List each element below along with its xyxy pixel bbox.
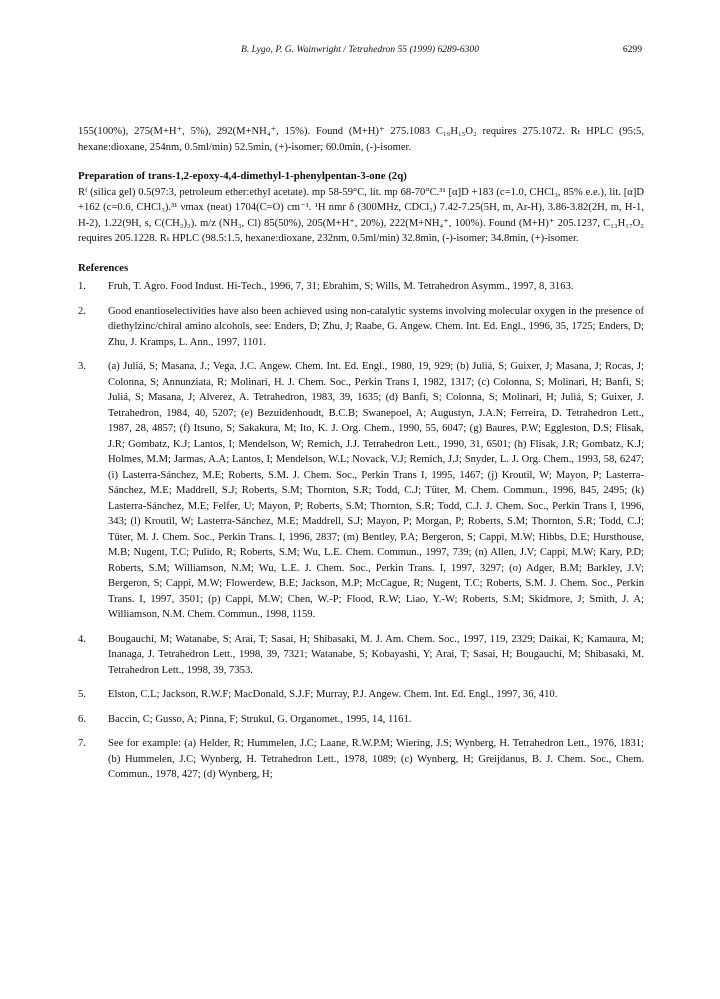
references-heading: References (78, 261, 129, 274)
reference-number: 4. (78, 633, 86, 645)
reference-item (78, 712, 644, 728)
reference-text: See for example: (a) Helder, R; Hummelen, J.C; Laane, R.W.P.M; Wiering, J.S; Wynberg, H. Tetrahedron Lett., 1976, 1831; (b) Hummelen, J.C; Wynberg, H. Tetrahedron Lett., 1978, 1089; (c) Wynberg, H; Greijdanus, B. J. Chem. Soc., Chem. Commun., 1978, 427; (d) Wynberg, H; (108, 738, 644, 780)
reference-text: Good enantioselectivities have also been achieved using non-catalytic systems involving molecular oxygen in the presence of diethylzinc/chiral amino alcohols, see: Enders, D; Zhu, J; Raabe, G. Angew. Chem. Int. Ed. Engl., 1996, 35, 1725; Enders, D; Zhu, J. Kramps, L. Ann., 1997, 1101. (108, 305, 644, 348)
preparation-text: Rᶠ (silica gel) 0.5(97:3, petroleum ether:ethyl acetate). mp 58-59°C, lit. mp 68-70°C.³¹ [α]D +183 (c=1.0, CHCl₃, 85% e.e.), lit. [α]D +162 (c=0.6, CHCl₃).³¹ νmax (neat) 1704(C=O) cm⁻¹. ¹H nmr δ (300MHz, CDCl₃) 7.42-7.25(5H, m, Ar-H), 3.86-3.82(2H, m, H-1, H-2), 1.22(9H, s, C(CH₃)₃). m/z (NH₃, Cl) 85(50%), 205(M+H⁺, 20%), 222(M+NH₄⁺, 100%). Found (M+H)⁺ 205.1237, C₁₃H₁₇O₂ requires 205.1228. Rₜ HPLC (98.5:1.5, hexane:dioxane, 232nm, 0.5ml/min) 32.8min, (-)-isomer; 34.8min, (+)-isomer. (78, 186, 644, 244)
reference-text: Fruh, T. Agro. Food Indust. Hi-Tech., 1996, 7, 31; Ebrahim, S; Wills, M. Tetrahedron Asymm., 1997, 8, 3163. (108, 281, 574, 292)
reference-item (78, 687, 644, 703)
running-title: B. Lygo, P. G. Wainwright / Tetrahedron 55 (1999) 6289-6300 (240, 44, 480, 55)
page-number: 6299 (622, 44, 642, 55)
reference-number: 7. (78, 738, 86, 749)
reference-text: Baccin, C; Gusso, A; Pinna, F; Strukul, G. Organomet., 1995, 14, 1161. (108, 713, 412, 725)
reference-item (78, 359, 644, 623)
reference-text: Bougauchi, M; Watanabe, S; Arai, T; Sasai, H; Shibasaki, M. J. Am. Chem. Soc., 1997, 119, 2329; Daikai, K; Kamaura, M; Inanaga, J. Tetrahedron Lett., 1998, 39, 7321; Watanabe, S; Kobayashi, Y; Arai, T; Sasai, H; Bougauchi, M; Shibasaki, M. Tetrahedron Lett., 1998, 39, 7353. (108, 633, 644, 676)
reference-list (78, 279, 644, 783)
reference-item (78, 736, 644, 783)
continued-paragraph: 155(100%), 275(M+H⁺, 5%), 292(M+NH₄⁺, 15%). Found (M+H)⁺ 275.1083 C₁₉H₁₅O₂ requires 275.1072. Rₜ HPLC (95:5, hexane:dioxane, 254nm, 0.5ml/min) 52.5min, (+)-isomer; 60.0min, (-)-isomer. (78, 126, 644, 153)
reference-item (78, 304, 644, 351)
reference-item (78, 279, 644, 295)
reference-number: 3. (78, 361, 86, 372)
reference-number: 6. (78, 713, 86, 725)
reference-item (78, 632, 644, 679)
reference-text: Elston, C.L; Jackson, R.W.F; MacDonald, S.J.F; Murray, P.J. Angew. Chem. Int. Ed. Engl., 1997, 36, 410. (108, 689, 558, 700)
page-body (78, 124, 644, 792)
reference-number: 5. (78, 689, 86, 700)
reference-number: 2. (78, 305, 86, 317)
reference-number: 1. (78, 281, 86, 292)
running-header (78, 42, 642, 58)
preparation-heading: Preparation of trans-1,2-epoxy-4,4-dimethyl-1-phenylpentan-3-one (2q) (78, 170, 407, 182)
reference-text: (a) Juliá, S; Masana, J.; Vega, J.C. Angew. Chem. Int. Ed. Engl., 1980, 19, 929; (b) Juliá, S; Guixer, J; Masana, J; Rocas, J; Colonna, S; Annunziata, R; Molinari, H. J. Chem. Soc., Perkin Trans I, 1982, 1317; (c) Colonna, S; Molinari, H; Banfi, S; Juliá, S; Masana, J; Alverez, A. Tetrahedron, 1983, 39, 1635; (d) Banfi, S; Colonna, S; Molinari, H; Juliá, S; Guixer, J. Tetrahedron, 1984, 40, 5207; (e) Bezuidenhoudt, B.C.B; Swanepoel, A; Augustyn, J.A.N; Ferreira, D. Tetrahedron Lett., 1987, 28, 4857; (f) Itsuno, S; Sakakura, M; Ito, K. J. Org. Chem., 1990, 55, 6047; (g) Baures, P.W; Eggleston, D.S; Flisak, J.R; Gombatz, K.J; Lantos, I; Mendelson, W; Remich, J.J. Tetrahedron Lett., 1990, 31, 6501; (h) Flisak, J.R; Gombatz, K.J; Holmes, M.M; Jarmas, A.A; Lantos, I; Mendelson, W.L; Novack, V.J; Remich, J.J; Snyder, L. J. Org. Chem., 1993, 58, 6247; (i) Lasterra-Sánchez, M.E; Roberts, S.M. J. Chem. Soc., Perkin Trans I, 1995, 1467; (j) Kroutil, W; Mayon, P; Lasterra-Sánchez, M.E; Maddrell, S.J; Roberts, S.M; Thornton, S.R; Todd, C.J; Tüter, M. Chem. Commun., 1996, 845, 2495; (k) Lasterra-Sánchez, M.E; Felfer, U; Mayon, P; Roberts, S.M; Thornton, S.R; Todd, C.J. J. Chem. Soc., Perkin Trans I, 1996, 343; (l) Kroutil, W; Lasterra-Sánchez, M.E; Maddrell, S.J; Mayon, P; Morgan, P; Roberts, S.M; Thornton, S.R; Todd, C.J; Tüter, M. J. Chem. Soc., Perkin Trans. I, 1996, 2837; (m) Bentley, P.A; Bergeron, S; Cappi, M.W; Hibbs, D.E; Hursthouse, M.B; Nugent, T.C; Pulido, R; Roberts, S.M; Wu, L.E. Chem. Commun., 1997, 739; (n) Allen, J.V; Cappi, M.W; Kary, P.D; Roberts, S.M; Williamson, N.M; Wu, L.E. J. Chem. Soc., Perkin Trans. I, 1997, 3297; (o) Adger, B.M; Barkley, J.V; Bergeron, S; Cappi, M.W; Flowerdew, B.E; Jackson, M.P; McCague, R; Nugent, T.C; Roberts, S.M. J. Chem. Soc., Perkin Trans. I, 1997, 3501; (p) Cappi, M.W; Chen, W.-P; Flood, R.W; Liao, Y.-W; Roberts, S.M; Skidmore, J; Smith, J. A; Williamson, N.M. Chem. Commun., 1998, 1159. (108, 361, 644, 620)
